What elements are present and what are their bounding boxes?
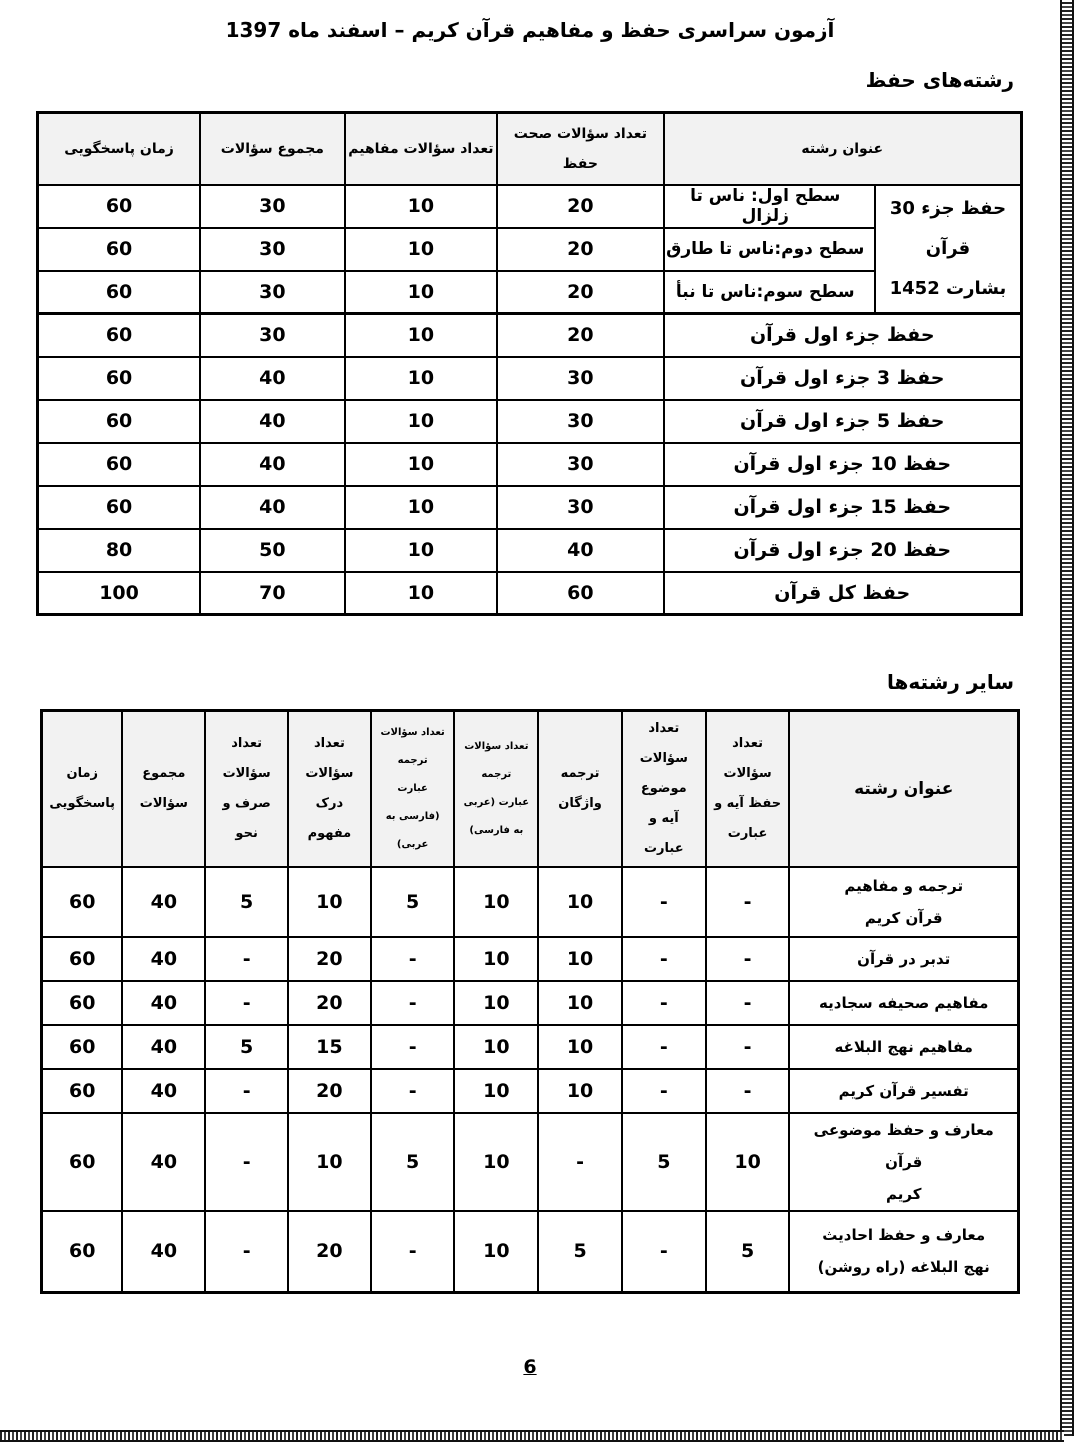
table-row bbox=[42, 867, 1019, 937]
level-label: سطح سوم:ناس تا نبأ bbox=[664, 271, 875, 314]
mozoo-aye-cell: - bbox=[622, 867, 706, 937]
header-line: عبارت (عربی bbox=[463, 796, 530, 808]
header-line: درک bbox=[315, 795, 344, 811]
header-line: تعداد سؤالات bbox=[380, 726, 445, 738]
total-cell: 40 bbox=[122, 1025, 205, 1069]
document-title: آزمون سراسری حفظ و مفاهیم قرآن کریم – اسفند ماه 1397 bbox=[225, 18, 835, 42]
header-line: مفهوم bbox=[307, 825, 352, 841]
field-line: تفسیر قرآن کریم bbox=[838, 1081, 969, 1100]
hifz-count-cell: 30 bbox=[497, 486, 663, 529]
header-line: زمان bbox=[66, 765, 98, 781]
field-cell: حفظ 20 جزء اول قرآن bbox=[664, 529, 1022, 572]
total-cell: 40 bbox=[122, 937, 205, 981]
table-row bbox=[42, 1069, 1019, 1113]
hifz-count-cell: 20 bbox=[497, 185, 663, 228]
vazhegan-cell: 10 bbox=[538, 1069, 622, 1113]
field-line: ترجمه و مفاهیم bbox=[844, 876, 964, 895]
tarjome-fa-ar-cell: - bbox=[371, 1211, 455, 1293]
table-row bbox=[42, 981, 1019, 1025]
header-line: (فارسی به bbox=[385, 810, 440, 822]
sarf-nahv-cell: - bbox=[205, 1069, 288, 1113]
table-body bbox=[42, 867, 1019, 1293]
table-row bbox=[38, 486, 1022, 529]
header-line: پاسخگویی bbox=[49, 795, 116, 811]
time-cell: 100 bbox=[38, 572, 201, 615]
sarf-nahv-cell: - bbox=[205, 1113, 288, 1211]
total-cell: 40 bbox=[200, 400, 345, 443]
header-response-time bbox=[42, 711, 123, 867]
tarjome-ar-fa-cell: 10 bbox=[454, 937, 538, 981]
field-cell: حفظ جزء اول قرآن bbox=[664, 314, 1022, 357]
dark-mafhoom-cell: 20 bbox=[288, 1211, 371, 1293]
group-label-line: بشارت 1452 bbox=[889, 277, 1007, 299]
vazhegan-cell: 10 bbox=[538, 981, 622, 1025]
time-cell: 60 bbox=[42, 1113, 123, 1211]
field-line: کریم bbox=[886, 1184, 922, 1203]
header-line: عبارت bbox=[727, 825, 768, 841]
header-total-questions: مجموع سؤالات bbox=[200, 113, 345, 185]
vazhegan-cell: - bbox=[538, 1113, 622, 1211]
hifz-count-cell: 30 bbox=[497, 357, 663, 400]
field-cell: حفظ 15 جزء اول قرآن bbox=[664, 486, 1022, 529]
table-row bbox=[38, 314, 1022, 357]
time-cell: 60 bbox=[38, 443, 201, 486]
field-cell bbox=[789, 981, 1018, 1025]
hifz-count-cell: 40 bbox=[497, 529, 663, 572]
table-row bbox=[38, 529, 1022, 572]
field-line: نهج البلاغه (راه روشن) bbox=[817, 1258, 990, 1277]
header-sarf-nahv bbox=[205, 711, 288, 867]
table-row bbox=[38, 572, 1022, 615]
field-cell: حفظ 10 جزء اول قرآن bbox=[664, 443, 1022, 486]
time-cell: 60 bbox=[38, 271, 201, 314]
header-field-title: عنوان رشته bbox=[664, 113, 1022, 185]
mafahim-count-cell: 10 bbox=[345, 271, 498, 314]
tarjome-fa-ar-cell: 5 bbox=[371, 867, 455, 937]
sarf-nahv-cell: - bbox=[205, 981, 288, 1025]
total-cell: 30 bbox=[200, 185, 345, 228]
total-cell: 40 bbox=[122, 1211, 205, 1293]
total-cell: 40 bbox=[122, 867, 205, 937]
dark-mafhoom-cell: 10 bbox=[288, 867, 371, 937]
header-line: سؤالات bbox=[139, 795, 188, 811]
mafahim-count-cell: 10 bbox=[345, 357, 498, 400]
header-line: سؤالات bbox=[222, 765, 271, 781]
mozoo-aye-cell: - bbox=[622, 1211, 706, 1293]
field-cell: حفظ کل قرآن bbox=[664, 572, 1022, 615]
hifz-aye-cell: 5 bbox=[706, 1211, 790, 1293]
total-cell: 40 bbox=[200, 486, 345, 529]
header-field-title: عنوان رشته bbox=[789, 711, 1018, 867]
hifz-aye-cell: - bbox=[706, 1025, 790, 1069]
header-tarjome-ar-fa bbox=[454, 711, 538, 867]
mafahim-count-cell: 10 bbox=[345, 529, 498, 572]
header-line: تعداد bbox=[732, 735, 763, 751]
time-cell: 60 bbox=[38, 400, 201, 443]
field-cell bbox=[789, 867, 1018, 937]
table-header-row bbox=[38, 113, 1022, 185]
mafahim-count-cell: 10 bbox=[345, 400, 498, 443]
total-cell: 30 bbox=[200, 271, 345, 314]
field-cell bbox=[789, 1113, 1018, 1211]
header-line: تعداد bbox=[313, 735, 345, 751]
header-line: تعداد bbox=[648, 720, 680, 736]
time-cell: 80 bbox=[38, 529, 201, 572]
header-line: عربی) bbox=[396, 838, 429, 850]
header-total-questions bbox=[122, 711, 205, 867]
mafahim-count-cell: 10 bbox=[345, 486, 498, 529]
time-cell: 60 bbox=[38, 185, 201, 228]
tarjome-ar-fa-cell: 10 bbox=[454, 1113, 538, 1211]
tarjome-fa-ar-cell: - bbox=[371, 1025, 455, 1069]
tarjome-fa-ar-cell: - bbox=[371, 981, 455, 1025]
total-cell: 40 bbox=[200, 443, 345, 486]
sarf-nahv-cell: - bbox=[205, 1211, 288, 1293]
header-line: تعداد سؤالات bbox=[464, 740, 529, 752]
hifz-count-cell: 30 bbox=[497, 443, 663, 486]
mafahim-count-cell: 10 bbox=[345, 314, 498, 357]
table-row bbox=[38, 228, 1022, 271]
group-label-juz30 bbox=[875, 185, 1022, 314]
vazhegan-cell: 10 bbox=[538, 867, 622, 937]
total-cell: 40 bbox=[122, 1069, 205, 1113]
mozoo-aye-cell: - bbox=[622, 937, 706, 981]
header-line: سؤالات bbox=[723, 765, 772, 781]
level-label: سطح دوم:ناس تا طارق bbox=[664, 228, 875, 271]
time-cell: 60 bbox=[38, 314, 201, 357]
time-cell: 60 bbox=[42, 1069, 123, 1113]
total-cell: 30 bbox=[200, 228, 345, 271]
field-cell bbox=[789, 1025, 1018, 1069]
sarf-nahv-cell: 5 bbox=[205, 1025, 288, 1069]
total-cell: 40 bbox=[122, 981, 205, 1025]
table-row bbox=[42, 1025, 1019, 1069]
page-number: 6 bbox=[523, 1356, 537, 1378]
sarf-nahv-cell: 5 bbox=[205, 867, 288, 937]
table-row bbox=[38, 357, 1022, 400]
mafahim-count-cell: 10 bbox=[345, 572, 498, 615]
hifz-count-cell: 60 bbox=[497, 572, 663, 615]
time-cell: 60 bbox=[42, 1025, 123, 1069]
field-cell: حفظ 5 جزء اول قرآن bbox=[664, 400, 1022, 443]
table-row bbox=[38, 443, 1022, 486]
header-line: ترجمه bbox=[481, 768, 512, 780]
header-line: موضوع bbox=[640, 780, 687, 796]
header-line: مجموع bbox=[142, 765, 186, 781]
header-line: صرف و bbox=[222, 795, 271, 811]
field-line: تدبر در قرآن bbox=[857, 949, 951, 968]
dark-mafhoom-cell: 20 bbox=[288, 1069, 371, 1113]
header-line: عبارت bbox=[643, 840, 684, 856]
field-line: مفاهیم نهج البلاغه bbox=[834, 1037, 973, 1056]
hifz-aye-cell: - bbox=[706, 867, 790, 937]
mozoo-aye-cell: - bbox=[622, 1069, 706, 1113]
section-title-hifz: رشته‌های حفظ bbox=[865, 68, 1014, 92]
table-row bbox=[42, 1211, 1019, 1293]
mafahim-count-cell: 10 bbox=[345, 443, 498, 486]
dark-mafhoom-cell: 20 bbox=[288, 937, 371, 981]
header-vazhegan bbox=[538, 711, 622, 867]
header-response-time: زمان پاسخگویی bbox=[38, 113, 201, 185]
table-row bbox=[42, 937, 1019, 981]
total-cell: 40 bbox=[200, 357, 345, 400]
hifz-aye-cell: - bbox=[706, 1069, 790, 1113]
time-cell: 60 bbox=[42, 1211, 123, 1293]
dark-mafhoom-cell: 10 bbox=[288, 1113, 371, 1211]
header-line: واژگان bbox=[558, 795, 602, 811]
field-cell bbox=[789, 937, 1018, 981]
tarjome-fa-ar-cell: 5 bbox=[371, 1113, 455, 1211]
header-tarjome-fa-ar bbox=[371, 711, 455, 867]
header-hifz-count: تعداد سؤالات صحت حفظ bbox=[497, 113, 663, 185]
mafahim-count-cell: 10 bbox=[345, 228, 498, 271]
mozoo-aye-cell: - bbox=[622, 1025, 706, 1069]
header-line: نحو bbox=[235, 825, 258, 841]
total-cell: 70 bbox=[200, 572, 345, 615]
hifz-count-cell: 20 bbox=[497, 314, 663, 357]
dark-mafhoom-cell: 20 bbox=[288, 981, 371, 1025]
table-row bbox=[38, 271, 1022, 314]
header-mozoo-aye bbox=[622, 711, 706, 867]
header-line: آیه و bbox=[648, 810, 679, 826]
field-line: معارف و حفظ احادیث bbox=[822, 1226, 986, 1245]
dark-mafhoom-cell: 15 bbox=[288, 1025, 371, 1069]
group-label-line: قرآن bbox=[925, 237, 971, 259]
other-fields-table bbox=[40, 709, 1020, 1294]
table-row bbox=[38, 400, 1022, 443]
hifz-aye-cell: 10 bbox=[706, 1113, 790, 1211]
hifz-fields-table bbox=[36, 111, 1023, 616]
time-cell: 60 bbox=[38, 486, 201, 529]
header-dark-mafhoom bbox=[288, 711, 371, 867]
tarjome-ar-fa-cell: 10 bbox=[454, 1025, 538, 1069]
time-cell: 60 bbox=[42, 937, 123, 981]
header-line: حفظ آیه و bbox=[714, 795, 782, 811]
hifz-count-cell: 30 bbox=[497, 400, 663, 443]
field-cell: حفظ 3 جزء اول قرآن bbox=[664, 357, 1022, 400]
decorative-border-bottom bbox=[0, 1430, 1064, 1442]
tarjome-ar-fa-cell: 10 bbox=[454, 1069, 538, 1113]
vazhegan-cell: 10 bbox=[538, 1025, 622, 1069]
total-cell: 40 bbox=[122, 1113, 205, 1211]
decorative-border-right bbox=[1060, 0, 1074, 1436]
vazhegan-cell: 10 bbox=[538, 937, 622, 981]
field-cell bbox=[789, 1211, 1018, 1293]
header-line: ترجمه bbox=[560, 765, 600, 781]
level-label: سطح اول: ناس تا زلزال bbox=[664, 185, 875, 228]
tarjome-ar-fa-cell: 10 bbox=[454, 981, 538, 1025]
header-line: به فارسی) bbox=[469, 824, 524, 836]
mafahim-count-cell: 10 bbox=[345, 185, 498, 228]
time-cell: 60 bbox=[42, 867, 123, 937]
section-title-other: سایر رشته‌ها bbox=[887, 670, 1014, 694]
sarf-nahv-cell: - bbox=[205, 937, 288, 981]
group-label-line: حفظ جزء 30 bbox=[889, 197, 1007, 219]
header-line: عبارت bbox=[397, 782, 428, 794]
field-cell bbox=[789, 1069, 1018, 1113]
header-line: تعداد bbox=[231, 735, 263, 751]
tarjome-ar-fa-cell: 10 bbox=[454, 867, 538, 937]
total-cell: 50 bbox=[200, 529, 345, 572]
hifz-count-cell: 20 bbox=[497, 271, 663, 314]
total-cell: 30 bbox=[200, 314, 345, 357]
time-cell: 60 bbox=[42, 981, 123, 1025]
header-mafahim-count: تعداد سؤالات مفاهیم bbox=[345, 113, 498, 185]
table-row bbox=[42, 1113, 1019, 1211]
header-line: سؤالات bbox=[305, 765, 354, 781]
header-line: ترجمه bbox=[397, 754, 428, 766]
mozoo-aye-cell: 5 bbox=[622, 1113, 706, 1211]
field-line: قرآن کریم bbox=[864, 908, 943, 927]
field-line: معارف و حفظ موضوعی قرآن bbox=[813, 1120, 994, 1171]
table-row bbox=[38, 185, 1022, 228]
time-cell: 60 bbox=[38, 228, 201, 271]
vazhegan-cell: 5 bbox=[538, 1211, 622, 1293]
time-cell: 60 bbox=[38, 357, 201, 400]
hifz-aye-cell: - bbox=[706, 937, 790, 981]
mozoo-aye-cell: - bbox=[622, 981, 706, 1025]
tarjome-fa-ar-cell: - bbox=[371, 937, 455, 981]
tarjome-fa-ar-cell: - bbox=[371, 1069, 455, 1113]
hifz-aye-cell: - bbox=[706, 981, 790, 1025]
table-header-row bbox=[42, 711, 1019, 867]
field-line: مفاهیم صحیفه سجادیه bbox=[819, 993, 989, 1012]
tarjome-ar-fa-cell: 10 bbox=[454, 1211, 538, 1293]
hifz-count-cell: 20 bbox=[497, 228, 663, 271]
header-hifz-aye bbox=[706, 711, 790, 867]
header-line: سؤالات bbox=[639, 750, 688, 766]
